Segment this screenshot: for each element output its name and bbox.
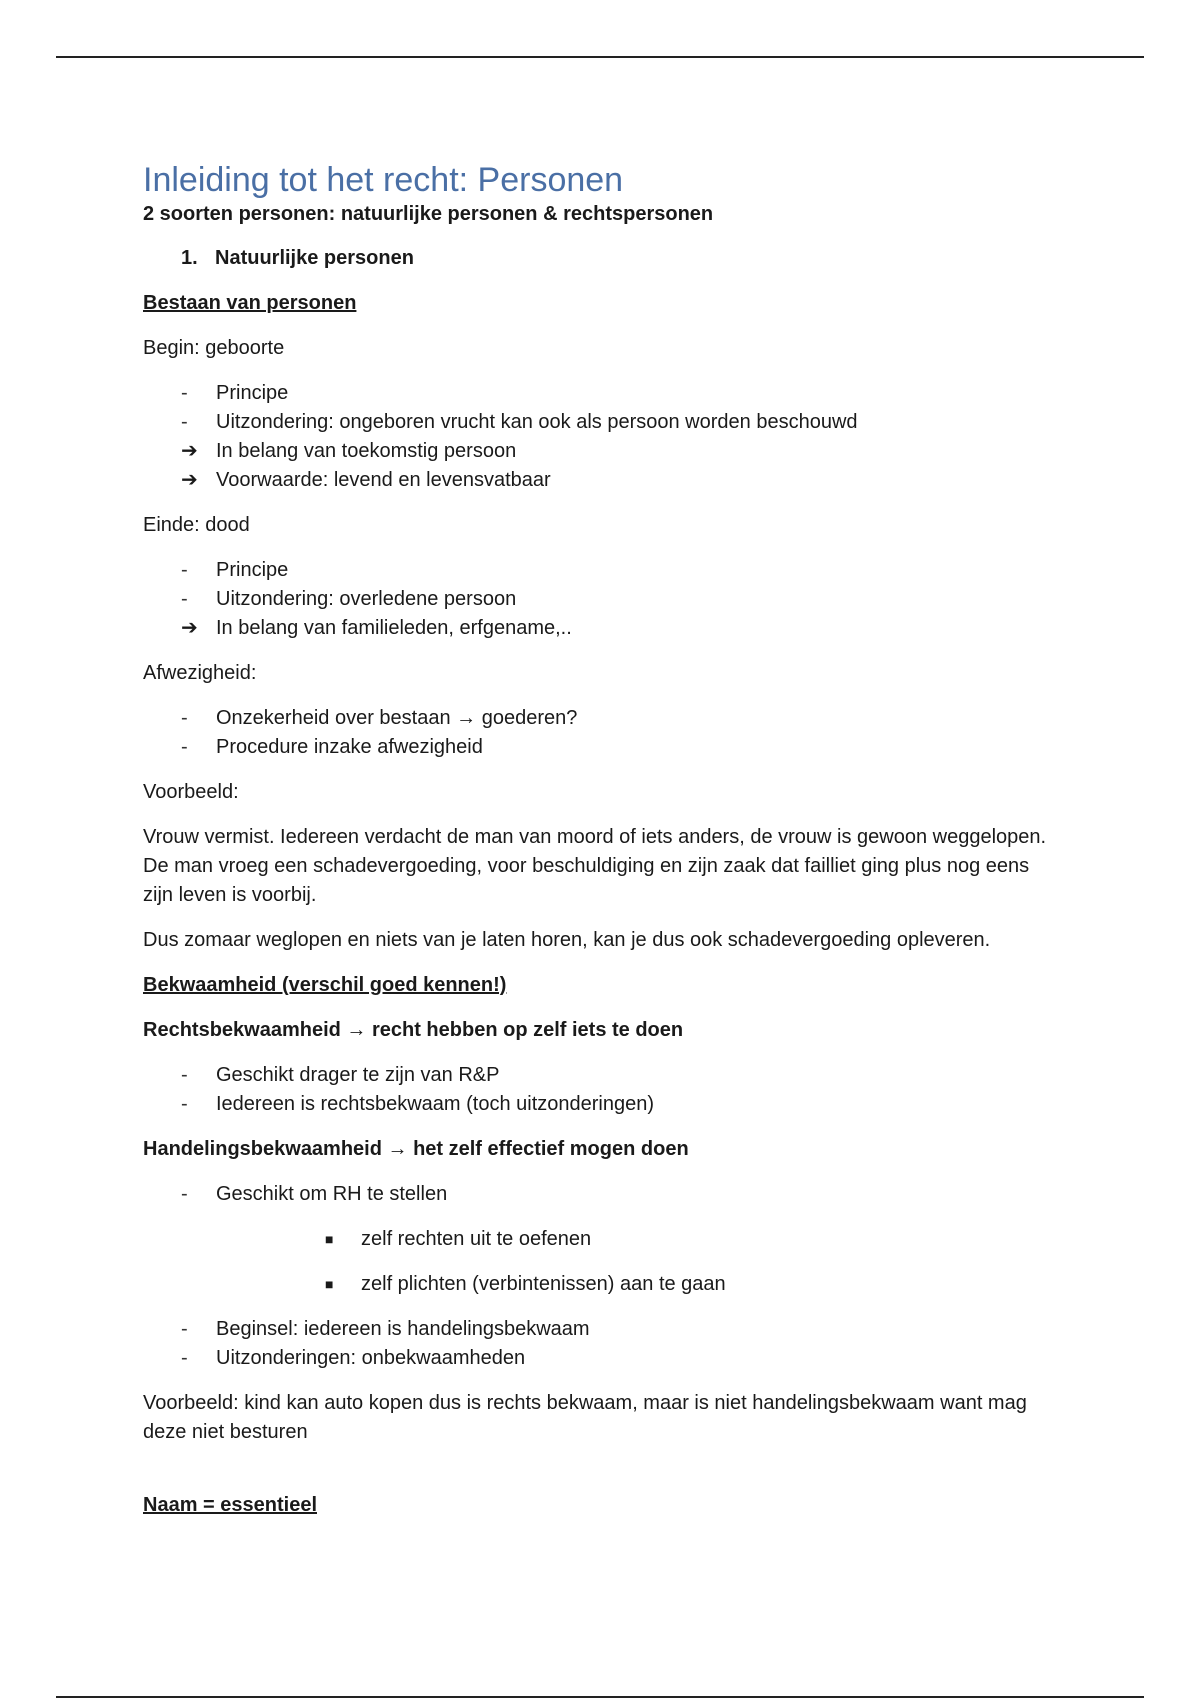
list-item: ➔ In belang van familieleden, erfgename,.. [143,614,1063,643]
voorbeeld-label: Voorbeeld: [143,781,239,803]
dash-marker: - [181,588,188,610]
dash-marker: - [181,1347,188,1369]
dash-marker: - [181,1093,188,1115]
dash-marker: - [181,559,188,581]
list-item: - Principe [143,379,1063,408]
list-item: - Geschikt drager te zijn van R&P [143,1061,1063,1090]
list-item: - Onzekerheid over bestaan → goederen? [143,704,1063,733]
begin-list [143,379,1063,495]
heading-bestaan: Bestaan van personen [143,292,357,314]
dash-marker: - [181,411,188,433]
handelingsbekwaamheid-list-rest [143,1315,1063,1373]
einde-label: Einde: dood [143,514,250,536]
list-item: ➔ In belang van toekomstig persoon [143,437,1063,466]
list-item: - Beginsel: iedereen is handelingsbekwaam [143,1315,1063,1344]
heading-naam: Naam = essentieel [143,1494,317,1516]
rechtsbekwaamheid-label: Rechtsbekwaamheid → recht hebben op zelf iets te doen [143,1019,684,1041]
section-heading-natuurlijke-personen [143,244,1063,273]
list-item: - Uitzondering: overledene persoon [143,585,1063,614]
arrow-icon: ➔ [181,440,198,462]
handelingsbekwaamheid-label: Handelingsbekwaamheid → het zelf effectief mogen doen [143,1138,689,1160]
page-title: Inleiding tot het recht: Personen [143,161,624,199]
square-bullet-icon: ■ [325,1276,334,1292]
dash-marker: - [181,382,188,404]
top-rule [56,56,1144,58]
dash-marker: - [181,1064,188,1086]
list-item: - Geschikt om RH te stellen [143,1180,1063,1209]
voorbeeld-conclusion: Dus zomaar weglopen en niets van je laten horen, kan je dus ook schadevergoeding opleveren. [143,929,991,951]
arrow-icon: ➔ [181,617,198,639]
section-label: Natuurlijke personen [215,247,414,269]
dash-marker: - [181,1183,188,1205]
dash-marker: - [181,736,188,758]
afwezigheid-list [143,704,1063,762]
begin-label: Begin: geboorte [143,337,285,359]
list-item: - Procedure inzake afwezigheid [143,733,1063,762]
arrow-icon: ➔ [181,469,198,491]
list-item: - Uitzondering: ongeboren vrucht kan ook als persoon worden beschouwd [143,408,1063,437]
voorbeeld-paragraph: Vrouw vermist. Iedereen verdacht de man van moord of iets anders, de vrouw is gewoon weggelopen. De man vroeg een schadevergoeding, voor beschuldiging en zijn zaak dat failliet ging plus nog eens zijn leven is voorbij. [143,826,1047,906]
square-bullet-icon: ■ [325,1231,334,1247]
section-number: 1. [181,247,198,269]
list-item: ➔ Voorwaarde: levend en levensvatbaar [143,466,1063,495]
document-body [143,160,1063,1536]
dash-marker: - [181,707,188,729]
list-item: - Uitzonderingen: onbekwaamheden [143,1344,1063,1373]
bottom-rule [56,1696,1144,1698]
rechtsbekwaamheid-list [143,1061,1063,1119]
list-item: - Principe [143,556,1063,585]
einde-list [143,556,1063,643]
dash-marker: - [181,1318,188,1340]
list-item: - Iedereen is rechtsbekwaam (toch uitzonderingen) [143,1090,1063,1119]
subtitle: 2 soorten personen: natuurlijke personen & rechtspersonen [143,203,714,225]
heading-bekwaamheid: Bekwaamheid (verschil goed kennen!) [143,974,507,996]
sub-list-item: ■ zelf plichten (verbintenissen) aan te gaan [143,1270,1063,1299]
handelingsbekwaamheid-sublist [143,1225,1063,1299]
voorbeeld2-paragraph: Voorbeeld: kind kan auto kopen dus is rechts bekwaam, maar is niet handelingsbekwaam want mag deze niet besturen [143,1392,1027,1443]
afwezigheid-label: Afwezigheid: [143,662,257,684]
handelingsbekwaamheid-list [143,1180,1063,1209]
sub-list-item: ■ zelf rechten uit te oefenen [143,1225,1063,1254]
